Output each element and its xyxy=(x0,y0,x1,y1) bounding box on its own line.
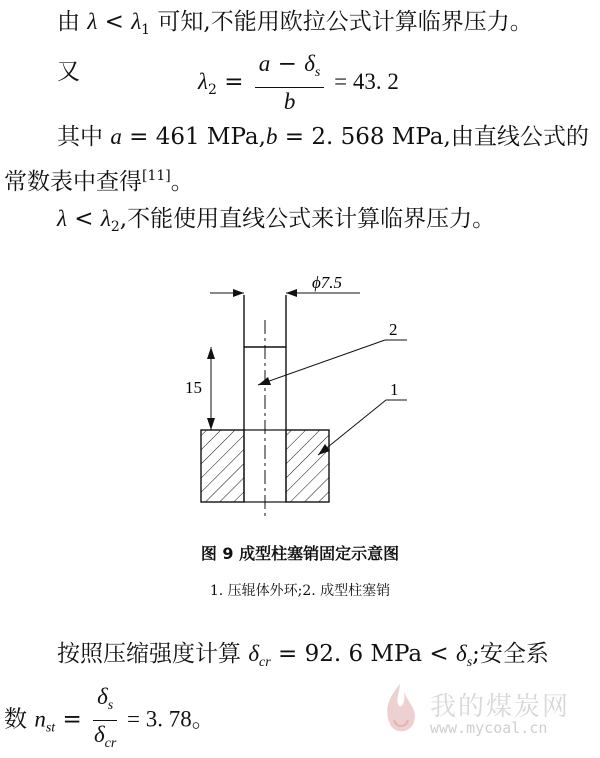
lambda-symbol: λ xyxy=(57,206,67,231)
para-6 xyxy=(4,683,215,758)
value: = 2. 568 MPa,由直线公式的 xyxy=(277,124,589,150)
lambda-symbol: λ xyxy=(87,9,98,34)
text: ;安全系 xyxy=(472,641,549,667)
var-a: a xyxy=(258,51,271,76)
delta-symbol: δ xyxy=(97,684,108,709)
callout-1-leader xyxy=(318,400,407,455)
text: 数 xyxy=(4,706,35,733)
watermark-url[interactable]: www.mycoal.cn xyxy=(430,719,548,737)
var-n: n xyxy=(34,706,46,732)
var-b: b xyxy=(265,124,278,149)
subscript: 2 xyxy=(207,82,217,98)
subscript: cr xyxy=(259,655,271,670)
para-5 xyxy=(57,638,549,679)
delta-symbol: δ xyxy=(93,722,105,747)
figure-legend: 1. 压辊体外环;2. 成型柱塞销 xyxy=(209,583,391,599)
minus: − xyxy=(270,51,305,77)
lambda1-symbol: λ xyxy=(131,9,142,34)
flame-logo-icon xyxy=(370,680,430,740)
watermark-text: 我的煤炭网 xyxy=(430,692,571,722)
plunger-pin-part xyxy=(244,295,286,430)
denominator: b xyxy=(283,89,296,114)
subscript: s xyxy=(107,698,114,713)
equals: = xyxy=(216,69,251,95)
less-than: < xyxy=(66,206,101,232)
height-dimension xyxy=(207,347,215,430)
text: 由 xyxy=(57,9,88,35)
subscript: s xyxy=(314,65,321,80)
value: = 92. 6 MPa < xyxy=(270,641,457,667)
callout-1-label: 1 xyxy=(390,380,399,399)
less-than: < xyxy=(97,9,132,35)
lambda2-symbol: λ xyxy=(198,69,208,94)
fraction xyxy=(93,683,117,758)
denominator xyxy=(93,721,117,758)
subscript: 1 xyxy=(141,22,151,38)
equals: = xyxy=(55,706,90,733)
height-label: 15 xyxy=(185,378,202,397)
diameter-label: ϕ7.5 xyxy=(312,273,343,292)
result: = 3. 78。 xyxy=(121,706,215,732)
subscript: st xyxy=(45,720,56,736)
text: 常数表中查得 xyxy=(4,169,142,195)
text: 按照压缩强度计算 xyxy=(57,641,249,667)
callout-2-label: 2 xyxy=(389,320,398,339)
var-a: a xyxy=(110,124,122,149)
text: 。 xyxy=(170,169,194,195)
subscript: cr xyxy=(104,736,117,751)
delta-symbol: δ xyxy=(304,51,315,76)
text: 其中 xyxy=(57,124,111,150)
delta-symbol: δ xyxy=(248,641,260,666)
lambda2-symbol: λ xyxy=(100,206,111,231)
text: 可知,不能用欧拉公式计算临界压力。 xyxy=(150,9,533,35)
numerator xyxy=(93,683,117,721)
text: ,不能使用直线公式来计算临界压力。 xyxy=(119,206,496,232)
citation: [11] xyxy=(142,168,171,184)
text: 又 xyxy=(57,59,80,85)
subscript: 2 xyxy=(110,219,120,235)
delta-symbol: δ xyxy=(456,641,467,666)
result: = 43. 2 xyxy=(328,69,399,94)
subscript: s xyxy=(466,655,473,670)
figure-caption: 图 9 成型柱塞销固定示意图 xyxy=(200,544,400,563)
value: = 461 MPa, xyxy=(121,124,266,150)
